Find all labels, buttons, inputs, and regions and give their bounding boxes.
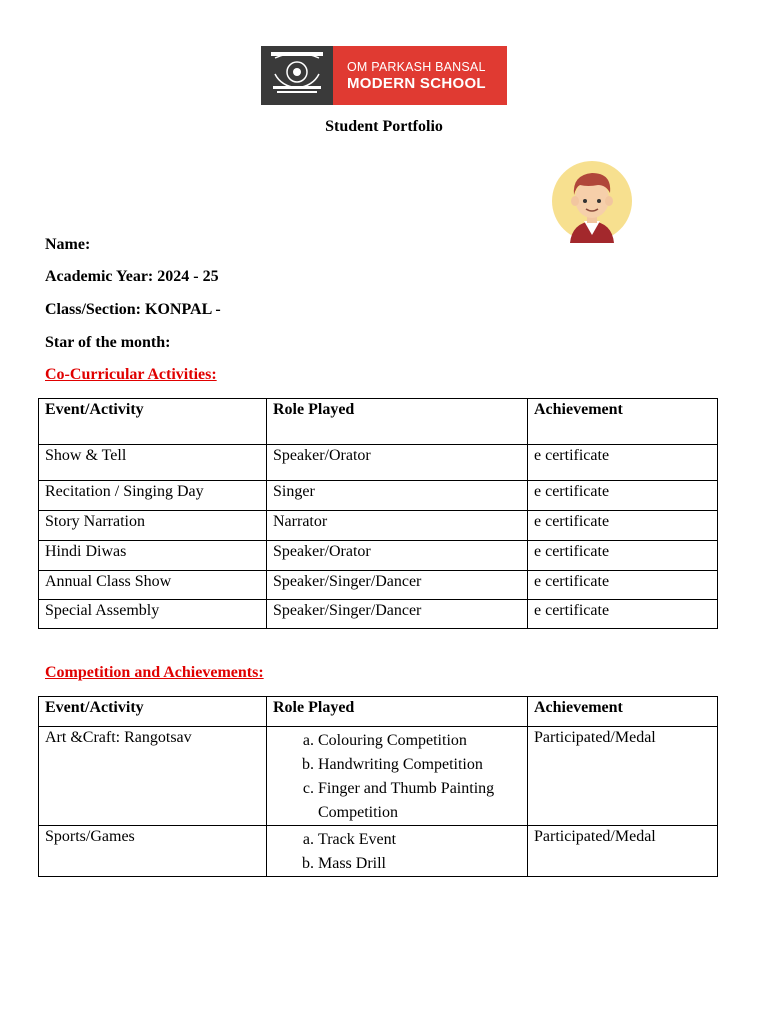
column-header: Achievement	[528, 399, 718, 445]
event-cell: Art &Craft: Rangotsav	[39, 727, 267, 826]
role-cell: Speaker/Orator	[267, 541, 528, 571]
role-cell: Singer	[267, 481, 528, 511]
school-name-line2: MODERN SCHOOL	[347, 74, 486, 92]
table-row	[39, 571, 718, 600]
school-logo	[261, 46, 507, 105]
student-avatar-icon	[550, 157, 634, 245]
table-header-row	[39, 399, 718, 445]
achievement-cell: e certificate	[528, 511, 718, 541]
achievement-cell: e certificate	[528, 481, 718, 511]
role-cell	[267, 727, 528, 826]
list-item: a. Colouring Competition	[318, 729, 521, 753]
table-row	[39, 445, 718, 481]
role-cell: Speaker/Singer/Dancer	[267, 600, 528, 629]
name-field: Name:	[45, 236, 91, 253]
column-header: Event/Activity	[39, 399, 267, 445]
event-cell: Special Assembly	[39, 600, 267, 629]
event-cell: Sports/Games	[39, 826, 267, 877]
competitions-table	[38, 696, 718, 877]
table-row	[39, 727, 718, 826]
role-cell: Narrator	[267, 511, 528, 541]
co-curricular-heading: Co-Curricular Activities:	[45, 366, 217, 383]
role-cell: Speaker/Orator	[267, 445, 528, 481]
competitions-heading: Competition and Achievements:	[45, 664, 264, 681]
school-name-line1: OM PARKASH BANSAL	[347, 59, 486, 74]
list-item: a. Track Event	[318, 828, 521, 852]
star-of-month-field: Star of the month:	[45, 334, 171, 351]
event-cell: Hindi Diwas	[39, 541, 267, 571]
role-cell: Speaker/Singer/Dancer	[267, 571, 528, 600]
class-section-field: Class/Section: KONPAL -	[45, 301, 221, 318]
role-list	[273, 729, 521, 825]
role-list	[273, 828, 521, 876]
event-cell: Show & Tell	[39, 445, 267, 481]
role-cell	[267, 826, 528, 877]
achievement-cell: e certificate	[528, 541, 718, 571]
list-item: b. Mass Drill	[318, 852, 521, 876]
co-curricular-table	[38, 398, 718, 629]
table-row	[39, 541, 718, 571]
column-header: Role Played	[267, 697, 528, 727]
academic-year-field: Academic Year: 2024 - 25	[45, 268, 219, 285]
school-name	[333, 46, 507, 105]
event-cell: Annual Class Show	[39, 571, 267, 600]
column-header: Achievement	[528, 697, 718, 727]
list-item: c. Finger and Thumb Painting Competition	[318, 777, 521, 825]
achievement-cell: e certificate	[528, 571, 718, 600]
table-row	[39, 826, 718, 877]
table-row	[39, 600, 718, 629]
page-title: Student Portfolio	[325, 118, 443, 135]
event-cell: Story Narration	[39, 511, 267, 541]
achievement-cell: e certificate	[528, 600, 718, 629]
achievement-cell: e certificate	[528, 445, 718, 481]
school-emblem-icon	[261, 46, 333, 105]
achievement-cell: Participated/Medal	[528, 727, 718, 826]
column-header: Event/Activity	[39, 697, 267, 727]
column-header: Role Played	[267, 399, 528, 445]
table-header-row	[39, 697, 718, 727]
achievement-cell: Participated/Medal	[528, 826, 718, 877]
table-row	[39, 511, 718, 541]
event-cell: Recitation / Singing Day	[39, 481, 267, 511]
list-item: b. Handwriting Competition	[318, 753, 521, 777]
table-row	[39, 481, 718, 511]
